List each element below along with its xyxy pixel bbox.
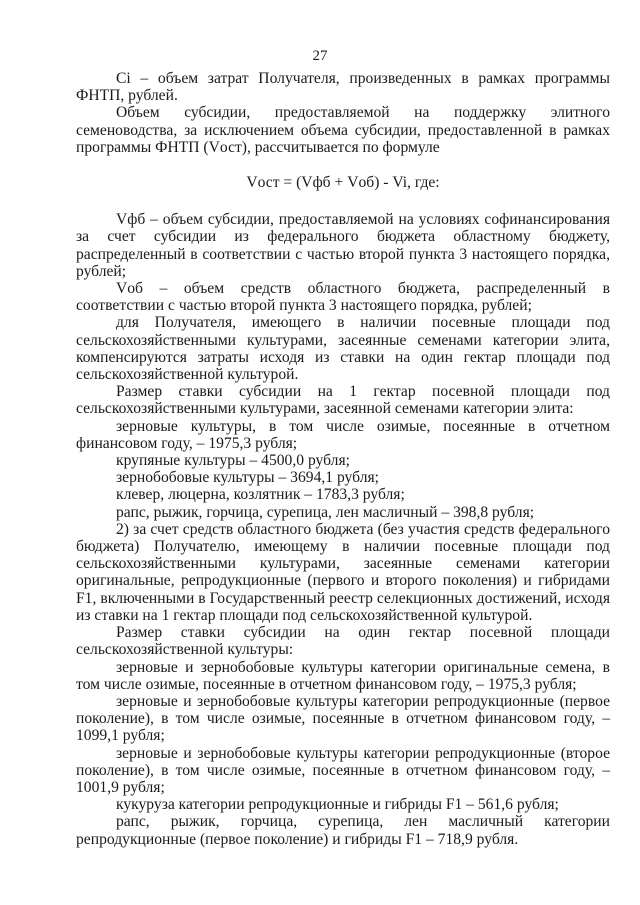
paragraph-ci-definition: Ci – объем затрат Получателя, произведенных в рамках программы ФНТП, рублей. <box>76 70 610 105</box>
list-item-corn: кукуруза категории репродукционные и гибриды F1 – 561,6 рубля; <box>116 796 559 814</box>
list-item-clover: клевер, люцерна, козлятник – 1783,3 рубля; <box>116 486 405 504</box>
list-item-first-generation: зерновые и зернобобовые культуры категории репродукционные (первое поколение), в том числе озимые, посеянные в отчетном финансовом году, – 1099,1 рубля; <box>76 692 610 745</box>
list-item-grain-crops: зерновые культуры, в том числе озимые, посеянные в отчетном финансовом году, – 1975,3 рубля; <box>76 417 610 452</box>
list-item-original-seeds: зерновые и зернобобовые культуры категории оригинальные семена, в том числе озимые, посеянные в отчетном финансовом году, – 1975,3 рубля; <box>76 658 610 693</box>
paragraph-rate-heading-2: Размер ставки субсидии на один гектар посевной площади сельскохозяйственной культуры: <box>76 624 610 659</box>
list-item-second-generation: зерновые и зернобобовые культуры категории репродукционные (второе поколение), в том числе озимые, посеянные в отчетном финансовом году, – 1001,9 рубля; <box>76 744 610 796</box>
formula: Vост = (Vфб + Vоб) - Vi, где: <box>246 174 440 192</box>
paragraph-subsidy-volume: Объем субсидии, предоставляемой на поддержку элитного семеноводства, за исключением объема субсидии, предоставленной в рамках программы ФНТП (Vост), рассчитывается по формуле <box>76 104 610 156</box>
list-item-legumes: зернобобовые культуры – 3694,1 рубля; <box>116 469 379 487</box>
list-item-groat-crops: крупяные культуры – 4500,0 рубля; <box>116 452 350 470</box>
list-item-rapeseed: рапс, рыжик, горчица, сурепица, лен масличный – 398,8 рубля; <box>116 503 535 521</box>
page-number: 27 <box>312 48 328 64</box>
paragraph-regional-budget: 2) за счет средств областного бюджета (без участия средств федерального бюджета) Получателю, имеющему в наличии посевные площади под сельскохозяйственными культурами, засеянные семенами категории оригинальные, репродукционные (первого и второго поколения) и гибридами F1, включенными в Государственный реестр селекционных достижений, исходя из ставки на 1 гектар площади под сельскохозяйственной культурой. <box>76 520 610 624</box>
paragraph-vfb-definition: Vфб – объем субсидии, предоставляемой на условиях софинансирования за счет субсидии из федерального бюджета областному бюджету, распределенный в соответствии с частью второй пункта 3 настоящего порядка, рублей; <box>76 211 610 280</box>
paragraph-elite-compensation: для Получателя, имеющего в наличии посевные площади под сельскохозяйственными культурами, засеянные семенами категории элита, компенсируются затраты исходя из ставки на один гектар площади под сельскохозяйственной культурой. <box>76 314 610 384</box>
list-item-rapeseed-reproductive: рапс, рыжик, горчица, сурепица, лен масличный категории репродукционные (первое поколение) и гибриды F1 – 718,9 рубля. <box>76 813 610 848</box>
paragraph-elite-rate-heading: Размер ставки субсидии на 1 гектар посевной площади под сельскохозяйственными культурами, засеянной семенами категории элита: <box>76 383 610 418</box>
document-body <box>76 70 610 848</box>
paragraph-vob-definition: Vоб – объем средств областного бюджета, распределенный в соответствии с частью второй пункта 3 настоящего порядка, рублей; <box>76 280 610 315</box>
